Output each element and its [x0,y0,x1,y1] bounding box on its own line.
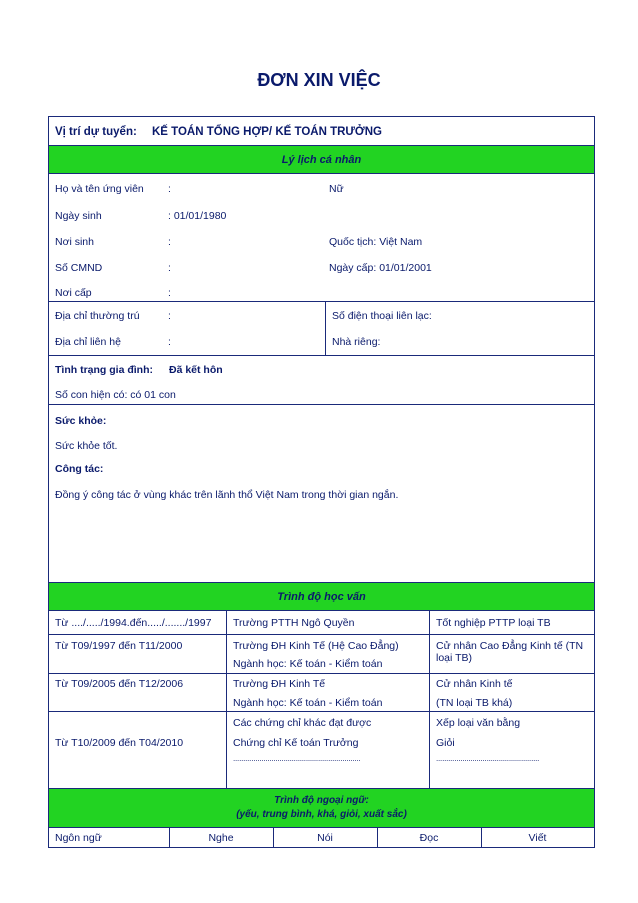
edu-period[interactable]: Từ T09/1997 đến T11/2000 [55,640,183,652]
name-label: Họ và tên ứng viên [55,183,144,195]
divider [49,173,594,174]
health-value[interactable]: Sức khỏe tốt. [55,440,118,452]
certificate-value[interactable]: Chứng chỉ Kế toán Trưởng [233,737,359,749]
page-title: ĐƠN XIN VIỆC [257,70,381,90]
grade-heading: Xếp loại văn bằng [436,717,521,729]
divider [49,355,594,356]
certificate-dotted-line[interactable]: ............................................................... [233,754,361,763]
phone-label: Số điện thoại liên lạc: [332,310,432,322]
health-label: Sức khỏe: [55,415,107,427]
divider [49,610,594,611]
edu-school[interactable]: Trường PTTH Ngô Quyền [233,617,355,629]
certificates-heading: Các chứng chỉ khác đạt được [233,717,372,729]
work-value[interactable]: Đồng ý công tác ở vùng khác trên lãnh thổ Việt Nam trong thời gian ngắn. [55,489,399,501]
divider [226,610,227,788]
position-label: Vị trí dự tuyển: [55,126,137,138]
divider [49,634,594,635]
id-value[interactable]: : [168,262,171,274]
issue-date-value[interactable]: Ngày cấp: 01/01/2001 [329,262,432,274]
divider [325,301,326,355]
issue-place-label: Nơi cấp [55,287,92,299]
work-label: Công tác: [55,463,104,475]
position-value[interactable]: KẾ TOÁN TỔNG HỢP/ KẾ TOÁN TRƯỞNG [152,126,382,138]
edu-period[interactable]: Từ T10/2009 đến T04/2010 [55,737,184,749]
gender-value[interactable]: Nữ [329,183,344,195]
grade-value[interactable]: Giỏi [436,737,455,749]
lang-header-reading: Đọc [419,832,439,844]
edu-major[interactable]: Ngành học: Kế toán - Kiểm toán [233,658,383,670]
permanent-address-value[interactable]: : [168,310,171,322]
edu-period[interactable]: Từ T09/2005 đến T12/2006 [55,678,184,690]
edu-result[interactable]: Cử nhân Cao Đẳng Kinh tế (TN [436,640,584,652]
edu-result[interactable]: Cử nhân Kinh tế [436,678,513,690]
divider [49,301,594,302]
edu-major[interactable]: Ngành học: Kế toán - Kiểm toán [233,697,383,709]
section-title-personal: Lý lịch cá nhân [281,154,362,166]
lang-header-listening: Nghe [208,832,234,844]
section-subtitle-language: (yếu, trung bình, khá, giỏi, xuất sắc) [236,809,407,820]
divider [49,673,594,674]
contact-address-value[interactable]: : [168,336,171,348]
contact-address-label: Địa chỉ liên hệ [55,336,121,348]
issue-place-value[interactable]: : [168,287,171,299]
divider [49,404,594,405]
lang-header-language: Ngôn ngữ [55,832,102,844]
divider [49,827,594,828]
edu-period[interactable]: Từ ..../...../1994.đến...../......./1997 [55,617,212,629]
edu-school[interactable]: Trường ĐH Kinh Tế [233,678,326,690]
section-title-education: Trình độ học vấn [277,591,366,603]
edu-result-detail[interactable]: (TN loại TB khá) [436,697,513,709]
home-phone-label: Nhà riêng: [332,336,381,348]
lang-header-speaking: Nói [317,832,333,844]
divider [49,711,594,712]
id-label: Số CMND [55,262,103,274]
pob-label: Nơi sinh [55,236,94,248]
application-form [48,116,595,848]
edu-result-detail[interactable]: loại TB) [436,652,472,664]
edu-result[interactable]: Tốt nghiệp PTTP loại TB [436,617,551,629]
lang-header-writing: Viết [528,832,547,844]
permanent-address-label: Địa chỉ thường trú [55,310,140,322]
grade-dotted-line[interactable]: ................................................... [436,754,540,763]
name-value[interactable]: : [168,183,171,195]
dob-value[interactable]: : 01/01/1980 [168,210,227,222]
children-info[interactable]: Số con hiện có: có 01 con [55,389,176,401]
nationality-value[interactable]: Quốc tịch: Việt Nam [329,236,423,248]
dob-label: Ngày sinh [55,210,102,222]
marital-status-value[interactable]: Đã kết hôn [169,364,223,376]
marital-status-label: Tình trạng gia đình: [55,364,153,376]
divider [429,610,430,788]
pob-value[interactable]: : [168,236,171,248]
edu-school[interactable]: Trường ĐH Kinh Tế (Hệ Cao Đẳng) [233,640,399,652]
section-title-language: Trình độ ngoại ngữ: [274,795,369,806]
